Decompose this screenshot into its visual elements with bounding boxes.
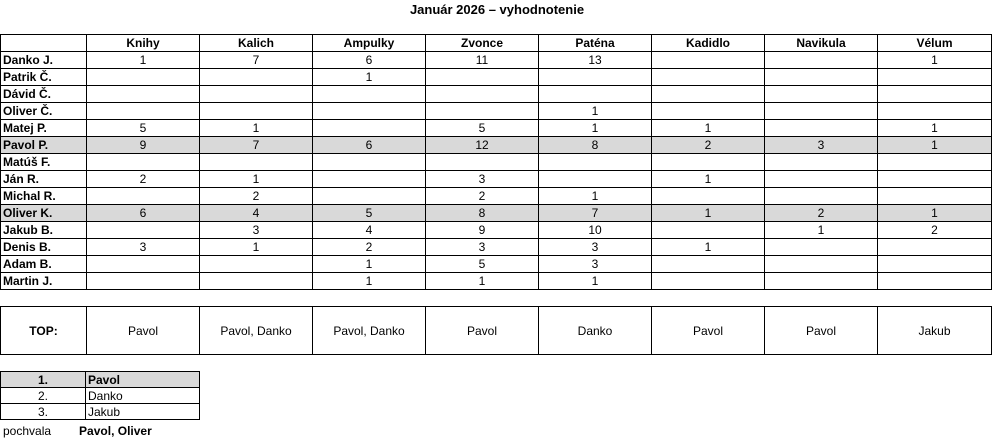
count-cell: 1: [878, 52, 992, 69]
count-cell: 10: [539, 222, 652, 239]
count-cell: 1: [878, 120, 992, 137]
count-cell: [652, 222, 765, 239]
row-name: Michal R.: [1, 188, 87, 205]
count-cell: [200, 69, 313, 86]
ranking-row: [1, 388, 200, 404]
count-cell: 1: [878, 205, 992, 222]
count-cell: [765, 69, 878, 86]
column-header: Kadidlo: [652, 35, 765, 52]
row-name: Pavol P.: [1, 137, 87, 154]
row-name: Jakub B.: [1, 222, 87, 239]
header-corner-cell: [1, 35, 87, 52]
count-cell: 5: [426, 256, 539, 273]
sheet-title: Január 2026 – vyhodnotenie: [409, 2, 585, 17]
table-row: [1, 239, 992, 256]
row-name: Ján R.: [1, 171, 87, 188]
count-cell: 7: [539, 205, 652, 222]
count-cell: [426, 154, 539, 171]
count-cell: [652, 273, 765, 290]
count-cell: 1: [87, 52, 200, 69]
top-cell: Jakub: [878, 307, 992, 355]
count-cell: [878, 273, 992, 290]
table-row: [1, 256, 992, 273]
count-cell: [765, 171, 878, 188]
count-cell: 13: [539, 52, 652, 69]
praise-value: Pavol, Oliver: [79, 424, 152, 438]
count-cell: 5: [426, 120, 539, 137]
praise-line: [3, 424, 152, 438]
table-row: [1, 69, 992, 86]
count-cell: [765, 188, 878, 205]
count-cell: [200, 154, 313, 171]
top-cell: Pavol, Danko: [200, 307, 313, 355]
count-cell: [87, 188, 200, 205]
count-cell: [87, 69, 200, 86]
count-cell: 1: [539, 120, 652, 137]
column-header: Kalich: [200, 35, 313, 52]
count-cell: [200, 256, 313, 273]
top-row: [1, 307, 992, 355]
count-cell: 6: [87, 205, 200, 222]
count-cell: 1: [313, 256, 426, 273]
count-cell: [878, 171, 992, 188]
count-cell: 5: [87, 120, 200, 137]
count-cell: [878, 86, 992, 103]
column-header: Navikula: [765, 35, 878, 52]
results-table: [0, 34, 992, 290]
count-cell: 9: [426, 222, 539, 239]
table-row: [1, 222, 992, 239]
count-cell: [878, 188, 992, 205]
ranking-row: [1, 372, 200, 388]
count-cell: 7: [200, 137, 313, 154]
top-cell: Pavol: [765, 307, 878, 355]
ranking-row: [1, 404, 200, 420]
count-cell: 2: [765, 205, 878, 222]
count-cell: 3: [200, 222, 313, 239]
count-cell: 6: [313, 137, 426, 154]
count-cell: [652, 154, 765, 171]
count-cell: 4: [313, 222, 426, 239]
count-cell: 1: [426, 273, 539, 290]
count-cell: 8: [539, 137, 652, 154]
table-row: [1, 273, 992, 290]
count-cell: 5: [313, 205, 426, 222]
count-cell: [200, 273, 313, 290]
count-cell: [878, 69, 992, 86]
table-row: [1, 154, 992, 171]
count-cell: 1: [652, 239, 765, 256]
table-row: [1, 120, 992, 137]
count-cell: 4: [200, 205, 313, 222]
count-cell: [313, 154, 426, 171]
count-cell: [652, 52, 765, 69]
ranking-position: 3.: [1, 404, 86, 420]
count-cell: [200, 86, 313, 103]
count-cell: [313, 188, 426, 205]
count-cell: [539, 171, 652, 188]
count-cell: 1: [652, 205, 765, 222]
count-cell: [652, 69, 765, 86]
count-cell: 1: [652, 171, 765, 188]
count-cell: 1: [313, 273, 426, 290]
row-name: Denis B.: [1, 239, 87, 256]
count-cell: [652, 188, 765, 205]
top-cell: Pavol, Danko: [313, 307, 426, 355]
top-cell: Pavol: [87, 307, 200, 355]
count-cell: 7: [200, 52, 313, 69]
count-cell: [878, 103, 992, 120]
count-cell: [426, 86, 539, 103]
count-cell: 2: [426, 188, 539, 205]
row-name: Oliver Č.: [1, 103, 87, 120]
top-cell: Pavol: [652, 307, 765, 355]
row-name: Martin J.: [1, 273, 87, 290]
count-cell: 1: [652, 120, 765, 137]
count-cell: 1: [313, 69, 426, 86]
table-row: [1, 52, 992, 69]
count-cell: [765, 256, 878, 273]
count-cell: [765, 239, 878, 256]
count-cell: [87, 154, 200, 171]
top-label: TOP:: [1, 307, 87, 355]
ranking-position: 1.: [1, 372, 86, 388]
count-cell: [87, 86, 200, 103]
count-cell: 12: [426, 137, 539, 154]
count-cell: 1: [765, 222, 878, 239]
count-cell: 1: [539, 188, 652, 205]
ranking-table: [0, 371, 200, 420]
count-cell: 1: [200, 120, 313, 137]
count-cell: [539, 69, 652, 86]
count-cell: 1: [200, 239, 313, 256]
table-row: [1, 103, 992, 120]
count-cell: [87, 256, 200, 273]
header-row: [1, 35, 992, 52]
column-header: Zvonce: [426, 35, 539, 52]
count-cell: [652, 256, 765, 273]
count-cell: 1: [539, 273, 652, 290]
row-name: Danko J.: [1, 52, 87, 69]
count-cell: 3: [539, 239, 652, 256]
table-row: [1, 188, 992, 205]
count-cell: [652, 103, 765, 120]
count-cell: [313, 171, 426, 188]
column-header: Knihy: [87, 35, 200, 52]
count-cell: [87, 273, 200, 290]
count-cell: 3: [87, 239, 200, 256]
count-cell: [87, 222, 200, 239]
column-header: Paténa: [539, 35, 652, 52]
row-name: Patrik Č.: [1, 69, 87, 86]
ranking-name: Jakub: [86, 404, 200, 420]
column-header: Ampulky: [313, 35, 426, 52]
count-cell: 2: [878, 222, 992, 239]
count-cell: 1: [878, 137, 992, 154]
count-cell: [313, 120, 426, 137]
row-name: Dávid Č.: [1, 86, 87, 103]
count-cell: [200, 103, 313, 120]
table-row: [1, 86, 992, 103]
table-row: [1, 171, 992, 188]
count-cell: [765, 120, 878, 137]
count-cell: 2: [652, 137, 765, 154]
ranking-position: 2.: [1, 388, 86, 404]
count-cell: 6: [313, 52, 426, 69]
top-cell: Danko: [539, 307, 652, 355]
count-cell: [765, 103, 878, 120]
top-table: [0, 306, 992, 355]
count-cell: [765, 52, 878, 69]
count-cell: [87, 103, 200, 120]
column-header: Vélum: [878, 35, 992, 52]
count-cell: 8: [426, 205, 539, 222]
count-cell: [426, 103, 539, 120]
table-row: [1, 137, 992, 154]
count-cell: [539, 154, 652, 171]
count-cell: 9: [87, 137, 200, 154]
count-cell: [878, 256, 992, 273]
count-cell: [313, 86, 426, 103]
row-name: Adam B.: [1, 256, 87, 273]
row-name: Matej P.: [1, 120, 87, 137]
count-cell: [878, 239, 992, 256]
praise-label: pochvala: [3, 424, 52, 438]
count-cell: 2: [313, 239, 426, 256]
count-cell: 3: [539, 256, 652, 273]
count-cell: [539, 86, 652, 103]
count-cell: 3: [426, 171, 539, 188]
table-row: [1, 205, 992, 222]
ranking-name: Pavol: [86, 372, 200, 388]
count-cell: [765, 86, 878, 103]
count-cell: [765, 154, 878, 171]
count-cell: 3: [426, 239, 539, 256]
count-cell: [652, 86, 765, 103]
count-cell: [765, 273, 878, 290]
row-name: Matúš F.: [1, 154, 87, 171]
count-cell: [878, 154, 992, 171]
count-cell: 2: [87, 171, 200, 188]
count-cell: 1: [200, 171, 313, 188]
count-cell: 11: [426, 52, 539, 69]
top-cell: Pavol: [426, 307, 539, 355]
count-cell: [426, 69, 539, 86]
ranking-name: Danko: [86, 388, 200, 404]
count-cell: 2: [200, 188, 313, 205]
count-cell: 1: [539, 103, 652, 120]
count-cell: 3: [765, 137, 878, 154]
row-name: Oliver K.: [1, 205, 87, 222]
count-cell: [313, 103, 426, 120]
